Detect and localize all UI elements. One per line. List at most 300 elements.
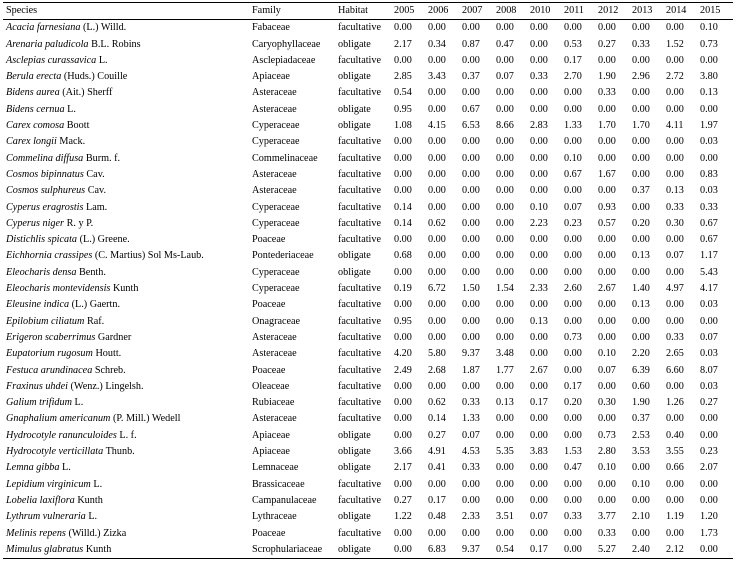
value-cell: 0.00 — [598, 299, 616, 311]
value-cell: 1.52 — [666, 38, 684, 50]
value-cell: 0.00 — [428, 266, 446, 278]
species-name: Cyperus eragrostis — [6, 201, 84, 213]
species-cell — [3, 346, 249, 362]
value-cell: 0.00 — [394, 54, 412, 66]
value-cell: 0.00 — [496, 299, 514, 311]
species-authority: Thunb. — [103, 446, 135, 458]
species-name: Eichhornia crassipes — [6, 250, 93, 262]
species-authority: Schreb. — [92, 364, 126, 376]
species-authority: (L.) Greene. — [77, 234, 130, 246]
table-row — [3, 493, 733, 509]
value-cell: 0.30 — [598, 397, 616, 409]
value-cell: 0.00 — [564, 234, 582, 246]
habitat-cell: facultative — [338, 234, 381, 246]
value-cell: 0.00 — [394, 22, 412, 34]
family-cell: Campanulaceae — [252, 494, 317, 506]
habitat-cell: facultative — [338, 348, 381, 360]
value-cell: 0.00 — [530, 478, 548, 490]
value-cell: 0.00 — [428, 103, 446, 115]
table-row — [3, 542, 733, 559]
value-cell: 0.13 — [632, 299, 650, 311]
habitat-cell: obligate — [338, 266, 371, 278]
value-cell: 0.03 — [700, 136, 718, 148]
species-name: Cosmos sulphureus — [6, 185, 86, 197]
value-cell: 0.19 — [394, 283, 412, 295]
species-cell — [3, 102, 249, 118]
species-name: Epilobium ciliatum — [6, 315, 85, 327]
habitat-cell: obligate — [338, 103, 371, 115]
species-cell — [3, 134, 249, 150]
value-cell: 0.00 — [428, 527, 446, 539]
value-cell: 0.00 — [700, 152, 718, 164]
table-row — [3, 460, 733, 476]
table-row — [3, 363, 733, 379]
value-cell: 2.20 — [632, 348, 650, 360]
habitat-cell: facultative — [338, 413, 381, 425]
value-cell: 0.00 — [394, 136, 412, 148]
species-authority: Benth. — [76, 266, 106, 278]
value-cell: 0.00 — [394, 266, 412, 278]
value-cell: 0.66 — [666, 462, 684, 474]
species-authority: Boott — [64, 120, 90, 132]
species-name: Melinis repens — [6, 527, 66, 539]
species-name: Eupatorium rugosum — [6, 348, 93, 360]
value-cell: 0.00 — [530, 168, 548, 180]
species-name: Festuca arundinacea — [6, 364, 93, 376]
species-cell — [3, 477, 249, 493]
species-name: Hydrocotyle ranunculoides — [6, 429, 117, 441]
value-cell: 5.43 — [700, 266, 718, 278]
value-cell: 0.47 — [496, 38, 514, 50]
species-cell — [3, 330, 249, 346]
value-cell: 0.67 — [564, 168, 582, 180]
value-cell: 0.00 — [394, 152, 412, 164]
value-cell: 0.10 — [564, 152, 582, 164]
value-cell: 0.00 — [394, 234, 412, 246]
value-cell: 0.20 — [564, 397, 582, 409]
species-name: Lemna gibba — [6, 462, 60, 474]
species-name: Erigeron scaberrimus — [6, 331, 96, 343]
value-cell: 0.00 — [632, 462, 650, 474]
value-cell: 0.00 — [530, 103, 548, 115]
table-row — [3, 200, 733, 216]
family-cell: Scrophulariaceae — [252, 543, 323, 555]
value-cell: 0.00 — [632, 87, 650, 99]
species-authority: (L.) Gaertn. — [69, 299, 121, 311]
value-cell: 0.00 — [530, 429, 548, 441]
value-cell: 0.00 — [564, 315, 582, 327]
value-cell: 2.68 — [428, 364, 446, 376]
value-cell: 0.00 — [598, 266, 616, 278]
value-cell: 0.07 — [700, 331, 718, 343]
value-cell: 0.00 — [700, 478, 718, 490]
value-cell: 0.00 — [496, 478, 514, 490]
value-cell: 6.39 — [632, 364, 650, 376]
value-cell: 0.00 — [428, 22, 446, 34]
value-cell: 0.00 — [598, 478, 616, 490]
value-cell: 2.10 — [632, 511, 650, 523]
value-cell: 0.00 — [530, 152, 548, 164]
value-cell: 0.00 — [666, 234, 684, 246]
value-cell: 9.37 — [462, 543, 480, 555]
value-cell: 0.00 — [530, 250, 548, 262]
table-row — [3, 346, 733, 362]
value-cell: 8.66 — [496, 120, 514, 132]
species-cell — [3, 85, 249, 101]
family-cell: Asclepiadaceae — [252, 54, 316, 66]
habitat-cell: facultative — [338, 527, 381, 539]
value-cell: 0.00 — [530, 494, 548, 506]
value-cell: 5.80 — [428, 348, 446, 360]
family-cell: Lythraceae — [252, 511, 297, 523]
species-name: Acacia farnesiana — [6, 22, 81, 34]
family-cell: Cyperaceae — [252, 201, 300, 213]
value-cell: 0.00 — [496, 331, 514, 343]
value-cell: 0.93 — [598, 201, 616, 213]
value-cell: 4.15 — [428, 120, 446, 132]
species-name: Bidens aurea — [6, 87, 60, 99]
value-cell: 0.00 — [666, 103, 684, 115]
value-cell: 2.53 — [632, 429, 650, 441]
species-cell — [3, 363, 249, 379]
habitat-cell: obligate — [338, 446, 371, 458]
column-header: 2005 — [394, 5, 415, 16]
column-header: 2015 — [700, 5, 721, 16]
value-cell: 1.33 — [564, 120, 582, 132]
value-cell: 6.53 — [462, 120, 480, 132]
species-name: Lythrum vulneraria — [6, 511, 86, 523]
value-cell: 1.40 — [632, 283, 650, 295]
species-authority: R. y P. — [64, 217, 94, 229]
value-cell: 0.10 — [632, 478, 650, 490]
species-name: Eleocharis densa — [6, 266, 77, 278]
table-row — [3, 167, 733, 183]
value-cell: 0.00 — [598, 54, 616, 66]
table-row — [3, 297, 733, 313]
table-row — [3, 85, 733, 101]
habitat-cell: obligate — [338, 250, 371, 262]
value-cell: 1.22 — [394, 511, 412, 523]
value-cell: 0.54 — [394, 87, 412, 99]
value-cell: 0.00 — [530, 380, 548, 392]
value-cell: 0.00 — [394, 331, 412, 343]
value-cell: 0.73 — [598, 429, 616, 441]
value-cell: 2.83 — [530, 120, 548, 132]
value-cell: 0.00 — [394, 413, 412, 425]
habitat-cell: facultative — [338, 315, 381, 327]
species-authority: Burm. f. — [83, 152, 121, 164]
value-cell: 0.00 — [598, 315, 616, 327]
value-cell: 0.00 — [462, 22, 480, 34]
value-cell: 0.00 — [632, 103, 650, 115]
column-header: 2012 — [598, 5, 619, 16]
value-cell: 0.17 — [564, 380, 582, 392]
value-cell: 0.73 — [564, 331, 582, 343]
habitat-cell: facultative — [338, 185, 381, 197]
value-cell: 2.85 — [394, 71, 412, 83]
value-cell: 0.07 — [598, 364, 616, 376]
value-cell: 3.66 — [394, 446, 412, 458]
value-cell: 3.53 — [632, 446, 650, 458]
value-cell: 0.00 — [632, 201, 650, 213]
column-header: 2006 — [428, 5, 449, 16]
value-cell: 0.00 — [598, 185, 616, 197]
value-cell: 0.00 — [496, 234, 514, 246]
value-cell: 0.67 — [462, 103, 480, 115]
species-cell — [3, 379, 249, 395]
habitat-cell: obligate — [338, 71, 371, 83]
value-cell: 0.27 — [394, 494, 412, 506]
table-row — [3, 20, 733, 37]
value-cell: 0.00 — [700, 429, 718, 441]
value-cell: 0.33 — [530, 71, 548, 83]
species-cell — [3, 53, 249, 69]
value-cell: 0.67 — [700, 234, 718, 246]
value-cell: 0.00 — [632, 168, 650, 180]
value-cell: 3.43 — [428, 71, 446, 83]
value-cell: 0.00 — [530, 348, 548, 360]
species-name: Cyperus niger — [6, 217, 65, 229]
habitat-cell: obligate — [338, 429, 371, 441]
value-cell: 0.00 — [530, 527, 548, 539]
value-cell: 0.00 — [496, 217, 514, 229]
species-cell — [3, 37, 249, 53]
value-cell: 0.00 — [496, 201, 514, 213]
value-cell: 1.26 — [666, 397, 684, 409]
habitat-cell: obligate — [338, 543, 371, 555]
value-cell: 1.17 — [700, 250, 718, 262]
value-cell: 0.17 — [564, 54, 582, 66]
value-cell: 0.33 — [598, 87, 616, 99]
habitat-cell: facultative — [338, 201, 381, 213]
value-cell: 0.00 — [598, 136, 616, 148]
species-cell — [3, 151, 249, 167]
family-cell: Poaceae — [252, 299, 286, 311]
value-cell: 0.87 — [462, 38, 480, 50]
table-row — [3, 509, 733, 525]
table-row — [3, 102, 733, 118]
value-cell: 0.00 — [564, 185, 582, 197]
value-cell: 2.33 — [530, 283, 548, 295]
species-authority: L. — [71, 397, 84, 409]
value-cell: 0.00 — [462, 380, 480, 392]
species-cell — [3, 411, 249, 427]
value-cell: 0.00 — [564, 527, 582, 539]
table-row — [3, 183, 733, 199]
value-cell: 0.00 — [666, 299, 684, 311]
value-cell: 0.53 — [564, 38, 582, 50]
species-authority: (C. Martius) Sol Ms-Laub. — [92, 250, 204, 262]
table-row — [3, 314, 733, 330]
value-cell: 0.00 — [666, 527, 684, 539]
value-cell: 0.03 — [700, 299, 718, 311]
habitat-cell: facultative — [338, 299, 381, 311]
species-authority: (Huds.) Couille — [61, 71, 128, 83]
family-cell: Apiaceae — [252, 429, 290, 441]
value-cell: 1.19 — [666, 511, 684, 523]
table-row — [3, 118, 733, 134]
species-cell — [3, 395, 249, 411]
family-cell: Lemnaceae — [252, 462, 299, 474]
value-cell: 0.73 — [700, 38, 718, 50]
value-cell: 0.00 — [496, 87, 514, 99]
value-cell: 0.00 — [666, 315, 684, 327]
habitat-cell: facultative — [338, 54, 381, 66]
value-cell: 0.00 — [462, 87, 480, 99]
column-header: Species — [6, 5, 38, 16]
value-cell: 0.10 — [598, 348, 616, 360]
value-cell: 0.00 — [394, 478, 412, 490]
value-cell: 0.00 — [428, 152, 446, 164]
species-cell — [3, 281, 249, 297]
value-cell: 0.00 — [666, 22, 684, 34]
value-cell: 1.70 — [598, 120, 616, 132]
value-cell: 0.00 — [496, 413, 514, 425]
family-cell: Poaceae — [252, 234, 286, 246]
value-cell: 0.00 — [632, 136, 650, 148]
value-cell: 0.00 — [428, 136, 446, 148]
family-cell: Asteraceae — [252, 185, 297, 197]
value-cell: 0.00 — [428, 331, 446, 343]
value-cell: 0.00 — [564, 299, 582, 311]
value-cell: 0.00 — [598, 494, 616, 506]
value-cell: 1.54 — [496, 283, 514, 295]
value-cell: 0.07 — [530, 511, 548, 523]
table-row — [3, 216, 733, 232]
column-header: 2014 — [666, 5, 687, 16]
value-cell: 3.80 — [700, 71, 718, 83]
value-cell: 0.00 — [564, 103, 582, 115]
value-cell: 2.23 — [530, 217, 548, 229]
value-cell: 0.00 — [428, 201, 446, 213]
value-cell: 0.10 — [530, 201, 548, 213]
value-cell: 0.33 — [632, 38, 650, 50]
value-cell: 0.00 — [496, 152, 514, 164]
value-cell: 0.33 — [666, 331, 684, 343]
table-row — [3, 69, 733, 85]
value-cell: 0.00 — [462, 478, 480, 490]
species-authority: (L.) Willd. — [80, 22, 127, 34]
species-name: Eleocharis montevidensis — [6, 283, 111, 295]
species-cell — [3, 216, 249, 232]
value-cell: 0.00 — [666, 413, 684, 425]
value-cell: 0.00 — [496, 266, 514, 278]
value-cell: 1.08 — [394, 120, 412, 132]
value-cell: 0.54 — [496, 543, 514, 555]
value-cell: 0.40 — [666, 429, 684, 441]
value-cell: 0.00 — [462, 185, 480, 197]
species-cell — [3, 200, 249, 216]
value-cell: 0.47 — [564, 462, 582, 474]
value-cell: 1.70 — [632, 120, 650, 132]
value-cell: 0.00 — [564, 87, 582, 99]
value-cell: 1.73 — [700, 527, 718, 539]
value-cell: 1.67 — [598, 168, 616, 180]
value-cell: 0.00 — [496, 54, 514, 66]
value-cell: 0.00 — [428, 299, 446, 311]
species-cell — [3, 444, 249, 460]
value-cell: 1.90 — [632, 397, 650, 409]
value-cell: 0.00 — [564, 429, 582, 441]
value-cell: 0.00 — [598, 103, 616, 115]
value-cell: 2.96 — [632, 71, 650, 83]
table-row — [3, 248, 733, 264]
value-cell: 0.00 — [462, 136, 480, 148]
species-name: Lepidium virginicum — [6, 478, 91, 490]
value-cell: 2.40 — [632, 543, 650, 555]
value-cell: 0.34 — [428, 38, 446, 50]
family-cell: Cyperaceae — [252, 283, 300, 295]
value-cell: 0.00 — [496, 494, 514, 506]
value-cell: 0.00 — [462, 168, 480, 180]
family-cell: Poaceae — [252, 364, 286, 376]
table-row — [3, 444, 733, 460]
value-cell: 0.00 — [564, 22, 582, 34]
value-cell: 4.53 — [462, 446, 480, 458]
value-cell: 0.03 — [700, 380, 718, 392]
column-header: 2013 — [632, 5, 653, 16]
value-cell: 0.00 — [666, 136, 684, 148]
value-cell: 2.65 — [666, 348, 684, 360]
value-cell: 0.00 — [564, 250, 582, 262]
species-name: Fraxinus uhdei — [6, 380, 68, 392]
value-cell: 1.50 — [462, 283, 480, 295]
value-cell: 0.00 — [530, 266, 548, 278]
habitat-cell: facultative — [338, 494, 381, 506]
species-authority: (P. Mill.) Wedell — [110, 413, 181, 425]
species-name: Arenaria paludicola — [6, 38, 89, 50]
value-cell: 0.00 — [394, 299, 412, 311]
value-cell: 0.20 — [632, 217, 650, 229]
species-name: Galium trifidum — [6, 397, 72, 409]
value-cell: 0.00 — [598, 413, 616, 425]
species-cell — [3, 20, 249, 37]
value-cell: 1.87 — [462, 364, 480, 376]
species-cell — [3, 297, 249, 313]
value-cell: 0.03 — [700, 185, 718, 197]
value-cell: 0.00 — [564, 348, 582, 360]
habitat-cell: facultative — [338, 217, 381, 229]
value-cell: 1.33 — [462, 413, 480, 425]
species-cell — [3, 183, 249, 199]
value-cell: 0.00 — [700, 494, 718, 506]
species-cell — [3, 460, 249, 476]
value-cell: 0.00 — [530, 462, 548, 474]
value-cell: 2.67 — [530, 364, 548, 376]
value-cell: 0.13 — [700, 87, 718, 99]
family-cell: Asteraceae — [252, 413, 297, 425]
value-cell: 5.35 — [496, 446, 514, 458]
species-cell — [3, 493, 249, 509]
value-cell: 0.33 — [462, 462, 480, 474]
species-cell — [3, 167, 249, 183]
value-cell: 0.00 — [700, 103, 718, 115]
value-cell: 0.00 — [428, 380, 446, 392]
value-cell: 0.62 — [428, 397, 446, 409]
habitat-cell: obligate — [338, 120, 371, 132]
value-cell: 2.60 — [564, 283, 582, 295]
value-cell: 0.00 — [394, 380, 412, 392]
value-cell: 0.00 — [394, 397, 412, 409]
species-authority: Raf. — [84, 315, 105, 327]
value-cell: 0.00 — [666, 380, 684, 392]
value-cell: 0.00 — [530, 54, 548, 66]
value-cell: 2.72 — [666, 71, 684, 83]
species-name: Bidens cernua — [6, 103, 65, 115]
species-cell — [3, 118, 249, 134]
habitat-cell: facultative — [338, 168, 381, 180]
table-header-row — [3, 3, 733, 20]
